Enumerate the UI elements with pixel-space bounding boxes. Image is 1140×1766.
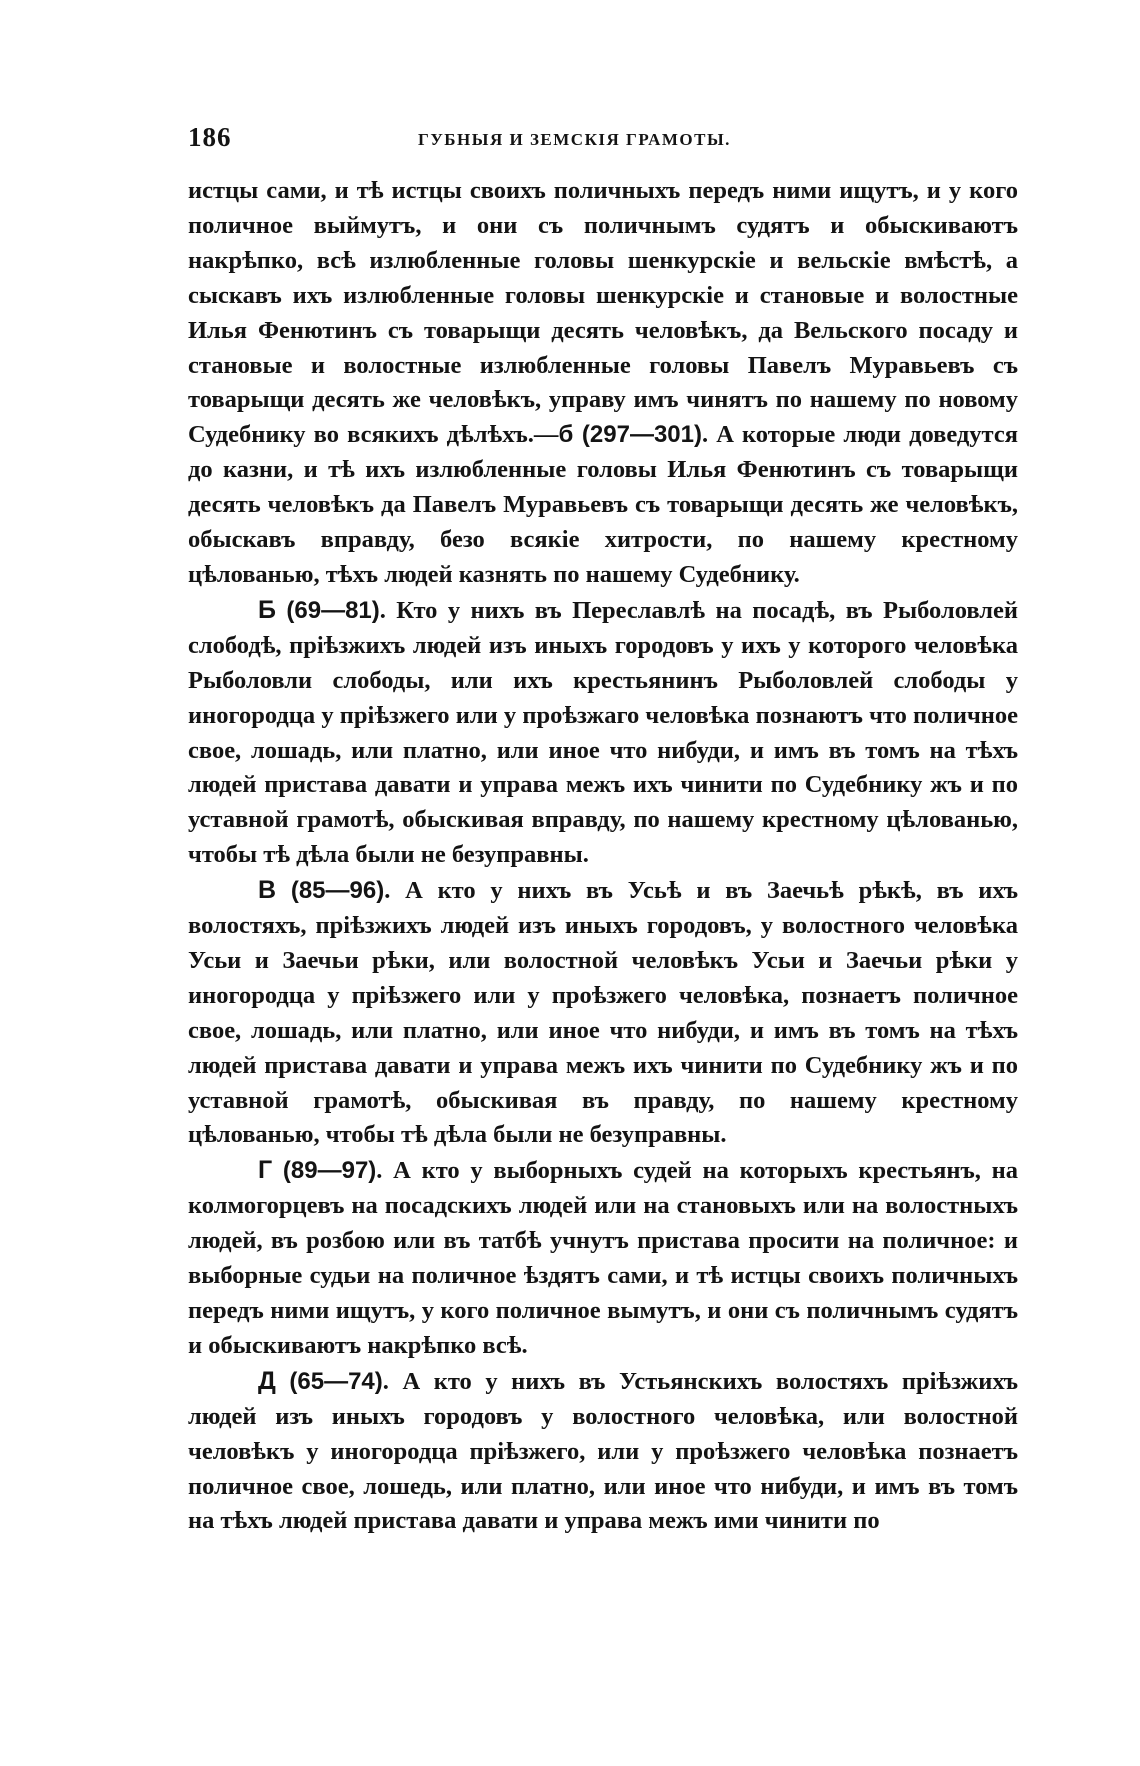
- variant-siglum: В: [258, 876, 277, 905]
- variant-siglum: Г: [258, 1156, 273, 1185]
- section-reference: (85—96): [290, 877, 385, 905]
- paragraph: [188, 873, 1018, 1153]
- section-reference: б (297—301): [558, 421, 702, 449]
- text-run: истцы сами, и тѣ истцы своихъ поличныхъ передъ ними ищутъ, и у кого поличное выймутъ, и они съ поличнымъ судятъ и обыскиваютъ накрѣпко, всѣ излюбленные головы шенкурскіе и вельскіе вмѣстѣ, а сыскавъ ихъ излюбленные головы шенкурскіе и становые и волостные Илья Фенютинъ съ товарыщи десять человѣкъ, да Вельского посаду и становые и волостные излюбленные головы Павелъ Муравьевъ съ товарыщи десять же человѣкъ, управу имъ чинятъ по нашему по новому Судебнику во всякихъ дѣлѣхъ.—: [188, 177, 1018, 449]
- section-reference: (89—97): [282, 1157, 377, 1185]
- text-run: [272, 1157, 283, 1184]
- paragraph: [188, 593, 1018, 873]
- page-number: 186: [188, 122, 232, 152]
- variant-siglum: Б: [258, 595, 276, 624]
- section-reference: (65—74): [289, 1367, 383, 1395]
- running-title: ГУБНЫЯ И ЗЕМСКІЯ ГРАМОТЫ.: [418, 130, 731, 149]
- text-run: [276, 877, 291, 904]
- body-text: [188, 174, 1018, 1539]
- page-header: [188, 122, 1028, 162]
- text-run: [276, 1368, 290, 1395]
- paragraph: [188, 1153, 1018, 1363]
- variant-siglum: Д: [258, 1366, 276, 1395]
- text-run: . А кто у нихъ въ Усьѣ и въ Заечьѣ рѣкѣ, въ ихъ волостяхъ, пріѣзжихъ людей изъ иныхъ городовъ, у волостного человѣка Усьи и Заечьи рѣки, или волостной человѣкъ Усьи и Заечьи рѣки у иногородца у пріѣзжего или у проѣзжего человѣка, познаетъ поличное свое, лошадь, или платно, или иное что нибуди, и имъ въ томъ на тѣхъ людей пристава давати и управа межъ ихъ чинити по Судебнику жъ и по уставной грамотѣ, обыскивая въ правду, по нашему крестному цѣлованью, чтобы тѣ дѣла были не безуправны.: [188, 877, 1019, 1149]
- text-run: . А кто у нихъ въ Устьянскихъ волостяхъ пріѣзжихъ людей изъ иныхъ городовъ у волостного человѣка, или волостной человѣкъ у иногородца пріѣзжего, или у проѣзжего человѣка познаетъ поличное свое, лошедь, или платно, или иное что нибуди, и имъ въ томъ на тѣхъ людей пристава давати и управа межъ ими чинити по: [188, 1367, 1019, 1535]
- paragraph: [188, 174, 1018, 593]
- text-run: . А которые люди доведутся до казни, и тѣ ихъ излюбленные головы Илья Фенютинъ съ товарыщи десять человѣкъ да Павелъ Муравьевъ съ товарыщи десять же человѣкъ, обыскавъ вправду, безо всякіе хитрости, по нашему крестному цѣлованью, тѣхъ людей казнять по нашему Судебнику.: [188, 421, 1019, 588]
- text-run: . А кто у выборныхъ судей на которыхъ крестьянъ, на колмогорцевъ на посадскихъ людей или на становыхъ или на волостныхъ людей, въ розбою или въ татбѣ учнутъ пристава просити на поличное: и выборные судьи на поличное ѣздятъ сами, и тѣ истцы своихъ поличныхъ передъ ними ищутъ, у кого поличное вымутъ, и они съ поличнымъ судятъ и обыскиваютъ накрѣпко всѣ.: [188, 1157, 1019, 1359]
- paragraph: [188, 1364, 1018, 1540]
- text-run: . Кто у нихъ въ Переславлѣ на посадѣ, въ Рыболовлей слободѣ, пріѣзжихъ людей изъ иныхъ городовъ у ихъ у которого человѣка Рыболовли слободы, или ихъ крестьянинъ Рыболовлей слободы у иногородца у пріѣзжего или у проѣзжаго человѣка познаютъ что поличное свое, лошадь, или платно, или иное что нибуди, и имъ въ томъ на тѣхъ людей пристава давати и управа межъ ихъ чинити по Судебнику жъ и по уставной грамотѣ, обыскивая вправду, по нашему крестному цѣлованью, чтобы тѣ дѣла были не безуправны.: [188, 596, 1018, 869]
- text-run: [276, 597, 286, 624]
- section-reference: (69—81): [286, 596, 380, 624]
